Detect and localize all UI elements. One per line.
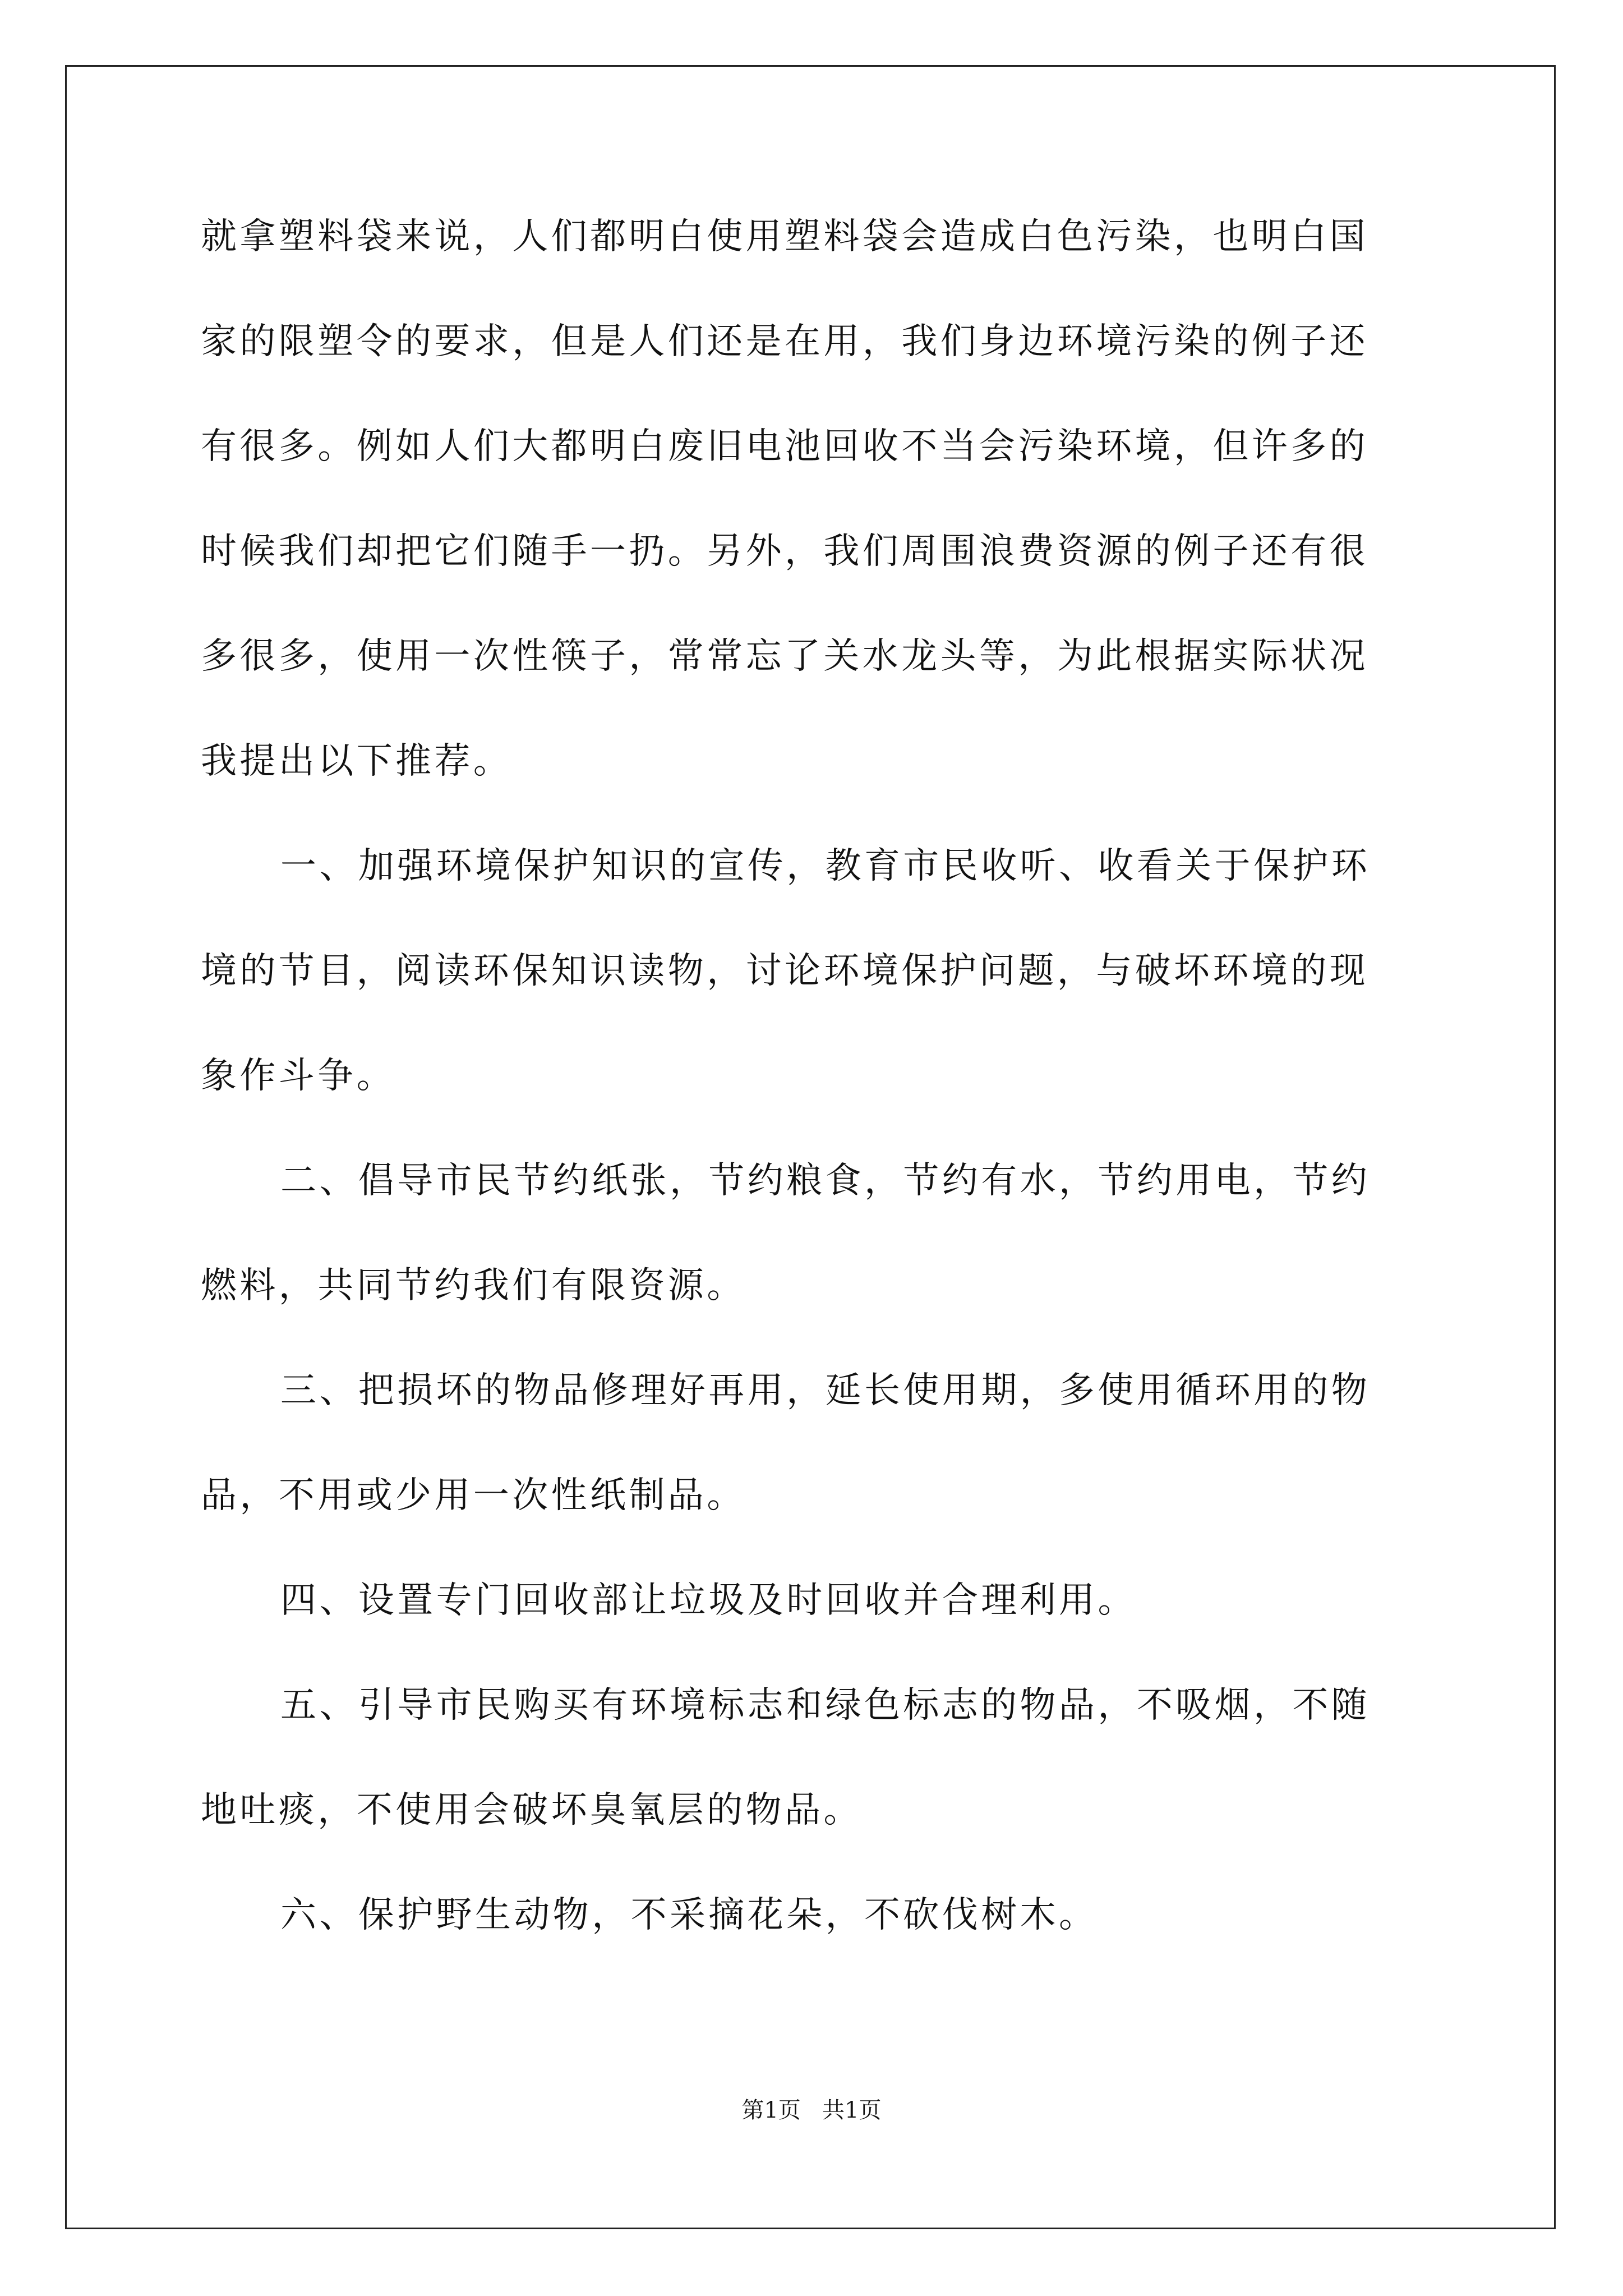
recommendation-5-line: 五、引导市民购买有环境标志和绿色标志的物品，不吸烟，不随: [280, 1685, 1371, 1726]
recommendation-1-line: 一、加强环境保护知识的宣传，教育市民收听、收看关于保护环: [280, 845, 1371, 887]
paragraph-line: 时候我们却把它们随手一扔。另外，我们周围浪费资源的例子还有很: [201, 531, 1368, 572]
page-number-footer: 第1页 共1页: [741, 2097, 882, 2123]
recommendation-4-line: 四、设置专门回收部让垃圾及时回收并合理利用。: [280, 1580, 1137, 1621]
recommendation-2-line: 燃料，共同节约我们有限资源。: [201, 1265, 746, 1306]
recommendation-1-line: 境的节目，阅读环保知识读物，讨论环境保护问题，与破坏环境的现: [201, 950, 1368, 992]
paragraph-line: 我提出以下推荐。: [201, 740, 513, 782]
paragraph-line: 就拿塑料袋来说，人们都明白使用塑料袋会造成白色污染，也明白国: [201, 216, 1368, 257]
paragraph-line: 家的限塑令的要求，但是人们还是在用，我们身边环境污染的例子还: [201, 321, 1368, 362]
recommendation-3-line: 三、把损坏的物品修理好再用，延长使用期，多使用循环用的物: [280, 1370, 1371, 1411]
paragraph-line: 多很多，使用一次性筷子，常常忘了关水龙头等，为此根据实际状况: [201, 636, 1368, 677]
paragraph-line: 有很多。例如人们大都明白废旧电池回收不当会污染环境，但许多的: [201, 426, 1368, 467]
recommendation-2-line: 二、倡导市民节约纸张，节约粮食，节约有水，节约用电，节约: [280, 1160, 1371, 1202]
recommendation-1-line: 象作斗争。: [201, 1055, 395, 1097]
recommendation-5-line: 地吐痰，不使用会破坏臭氧层的物品。: [201, 1789, 863, 1831]
recommendation-6-line: 六、保护野生动物，不采摘花朵，不砍伐树木。: [280, 1894, 1098, 1936]
recommendation-3-line: 品，不用或少用一次性纸制品。: [201, 1475, 746, 1516]
